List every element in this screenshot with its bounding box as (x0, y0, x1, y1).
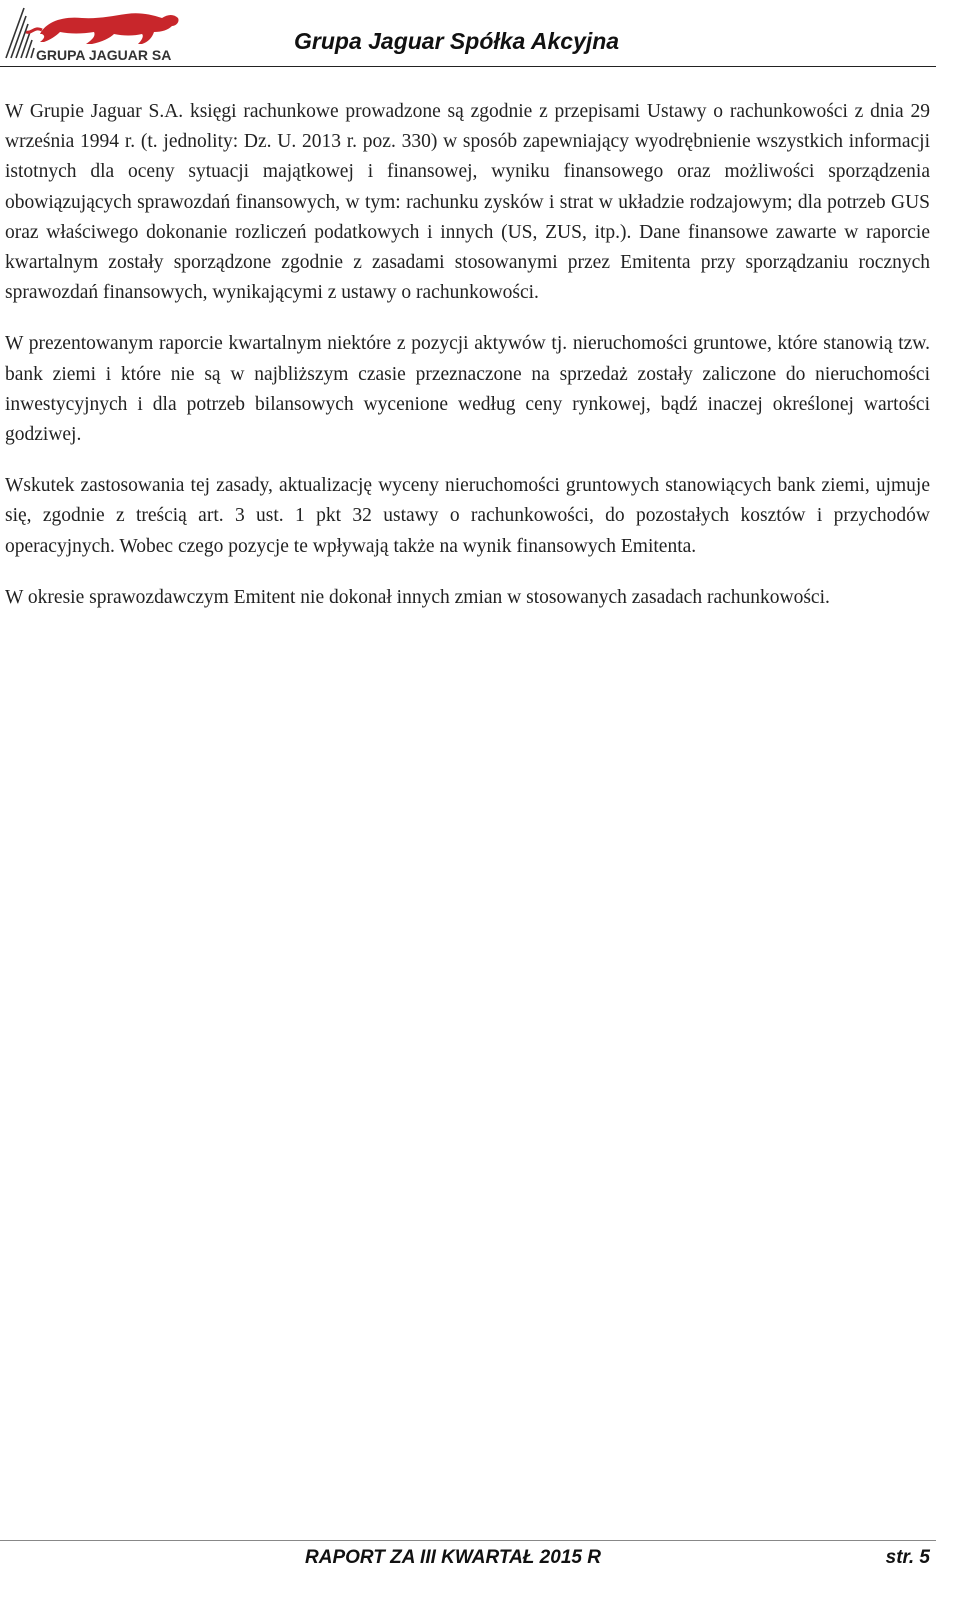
company-logo (2, 4, 202, 64)
logo-text: GRUPA JAGUAR SA (36, 47, 172, 63)
jaguar-logo-icon (2, 4, 202, 64)
page-footer (0, 1540, 936, 1581)
page-header (0, 0, 936, 67)
paragraph-no-changes: W okresie sprawozdawczym Emitent nie dokonał innych zmian w stosowanych zasadach rachunkowości. (5, 586, 830, 608)
page-number: str. 5 (885, 1547, 930, 1568)
paragraph-valuation-update: Wskutek zastosowania tej zasady, aktualizację wyceny nieruchomości gruntowych stanowiących bank ziemi, ujmuje się, zgodnie z treścią art. 3 ust. 1 pkt 32 ustawy o rachunkowości, do pozostałych kosztów i przychodów operacyjnych. Wobec czego pozycje te wpływają także na wynik finansowych Emitenta. (5, 475, 930, 557)
document-body (5, 97, 930, 634)
paragraph-accounting-policy: W Grupie Jaguar S.A. księgi rachunkowe prowadzone są zgodnie z przepisami Ustawy o rachunkowości z dnia 29 września 1994 r. (t. jednolity: Dz. U. 2013 r. poz. 330) w sposób zapewniający wyodrębnienie wszystkich informacji istotnych dla oceny sytuacji majątkowej i finansowej, wyniku finansowego oraz możliwości sporządzenia obowiązujących sprawozdań finansowych, w tym: rachunku zysków i strat w układzie rodzajowym; dla potrzeb GUS oraz właściwego dokonanie rozliczeń podatkowych i innych (US, ZUS, itp.). Dane finansowe zawarte w raporcie kwartalnym zostały sporządzone zgodnie z zasadami stosowanymi przez Emitenta przy sporządzaniu rocznych sprawozdań finansowych, wynikającymi z ustawy o rachunkowości. (5, 101, 930, 304)
paragraph-investment-property: W prezentowanym raporcie kwartalnym niektóre z pozycji aktywów tj. nieruchomości gruntowe, które stanowią tzw. bank ziemi i które nie są w najbliższym czasie przeznaczone na sprzedaż zostały zaliczone do nieruchomości inwestycyjnych i dla potrzeb bilansowych wycenione według ceny rynkowej, bądź inaczej określonej wartości godziwej. (5, 333, 930, 446)
footer-report-title: RAPORT ZA III KWARTAŁ 2015 R (305, 1547, 601, 1568)
header-title: Grupa Jaguar Spółka Akcyjna (294, 28, 620, 54)
